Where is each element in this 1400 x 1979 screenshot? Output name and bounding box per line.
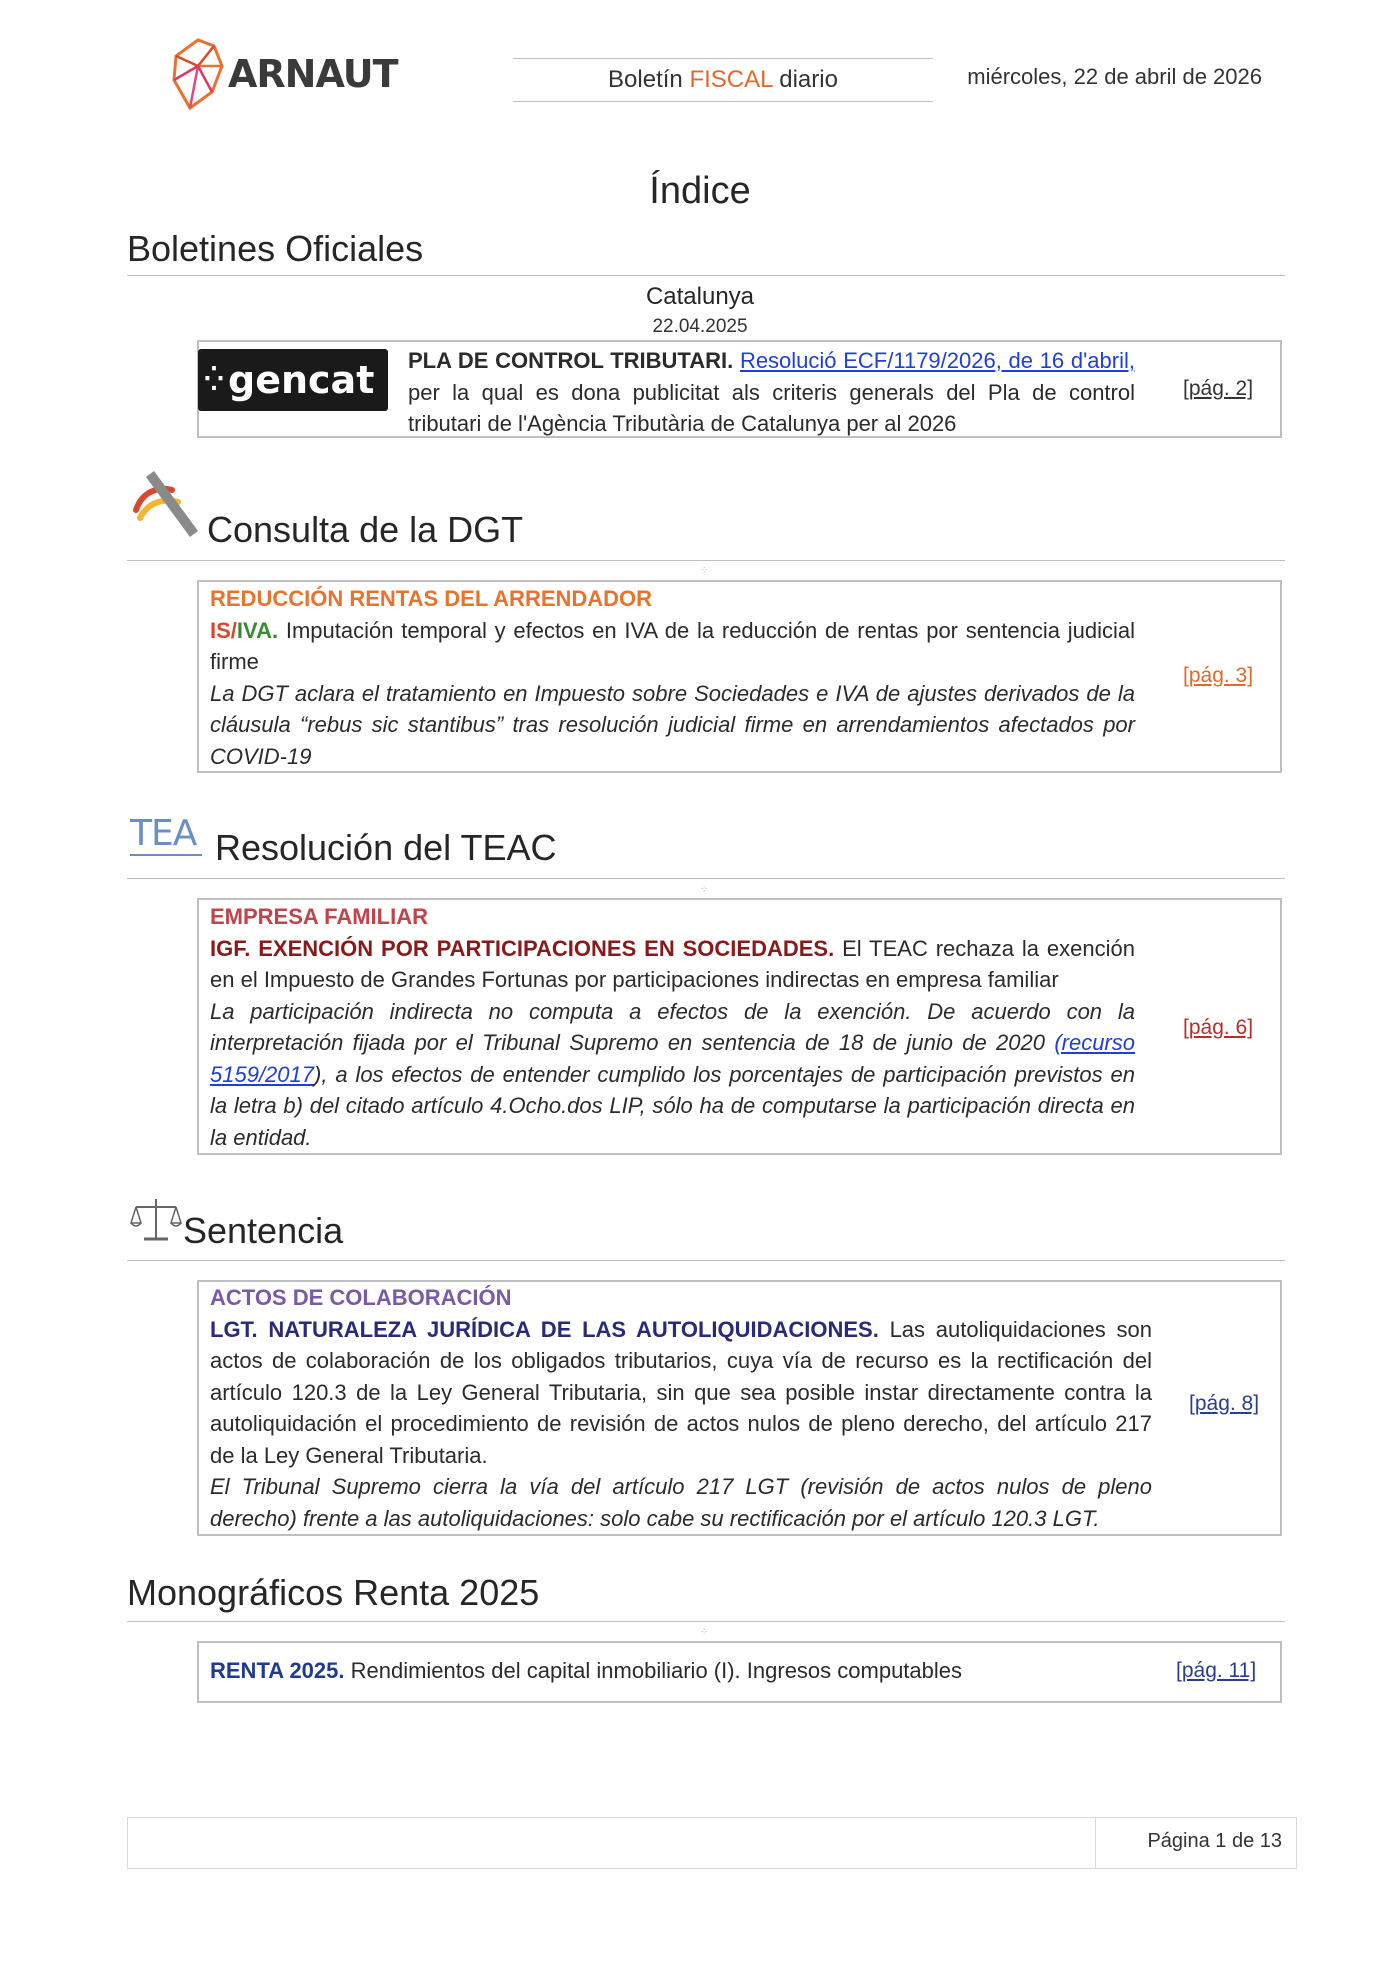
section-title-teac: Resolución del TEAC: [215, 827, 557, 868]
recurso-link[interactable]: (recurso 5159/2017: [210, 1030, 1135, 1087]
section-divider: [127, 878, 1285, 879]
page-link-11[interactable]: [pág. 11]: [1176, 1659, 1257, 1682]
section-divider: [127, 560, 1285, 561]
section-title-dgt: Consulta de la DGT: [207, 509, 524, 550]
entry-text-teac: EMPRESA FAMILIAR IGF. EXENCIÓN POR PARTICIPACIONES EN SOCIEDADES. El TEAC rechaza la exención en el Impuesto de Grandes Fortunas por participaciones indirectas en empresa familiar La participación indirecta no computa a efectos de la exención. De acuerdo con la interpretación fijada por el Tribunal Supremo en sentencia de 18 de junio de 2020 (recurso 5159/2017), a los efectos de entender cumplido los porcentajes de participación previstos en la letra b) del citado artículo 4.Ocho.dos LIP, sólo ha de computarse la participación directa en la entidad.: [210, 901, 1135, 1153]
separator-dot: ⁘: [700, 884, 709, 895]
category-label: EMPRESA FAMILIAR: [210, 904, 428, 929]
page-link-3[interactable]: [pág. 3]: [1183, 664, 1254, 687]
entry-text-gencat: PLA DE CONTROL TRIBUTARI. Resolució ECF/1179/2026, de 16 d'abril, per la qual es dona publicitat als criteris generals del Pla de control tributari de l'Agència Tributària de Catalunya per al 2026: [408, 348, 1135, 436]
section-divider: [127, 1621, 1285, 1622]
entry-text-renta: RENTA 2025. Rendimientos del capital inmobiliario (I). Ingresos computables: [210, 1658, 963, 1683]
region-heading: Catalunya: [645, 283, 755, 310]
category-label: REDUCCIÓN RENTAS DEL ARRENDADOR: [210, 586, 653, 611]
arnaut-logo: [168, 36, 398, 114]
section-title-sentencia: Sentencia: [183, 1210, 344, 1251]
entry-text-sentencia: ACTOS DE COLABORACIÓN LGT. NATURALEZA JURÍDICA DE LAS AUTOLIQUIDACIONES. Las autoliquidaciones son actos de colaboración de los obligados tributarios, cuya vía de recurso es la rectificación del artículo 120.3 de la Ley General Tributaria, sin que sea posible instar directamente contra la autoliquidación el procedimiento de revisión de actos nulos de pleno derecho, del artículo 217 de la Ley General Tributaria. El Tribunal Supremo cierra la vía del artículo 217 LGT (revisión de actos nulos de pleno derecho) frente a las autoliquidaciones: solo cabe su rectificación por el artículo 120.3 LGT.: [210, 1282, 1152, 1534]
index-title: Índice: [649, 170, 751, 212]
header-date: miércoles, 22 de abril de 2026: [967, 64, 1262, 89]
page-link-8[interactable]: [pág. 8]: [1189, 1392, 1260, 1415]
page-link-6[interactable]: [pág. 6]: [1183, 1016, 1254, 1039]
tea-logo-icon: TEA: [130, 812, 204, 856]
category-label: ACTOS DE COLABORACIÓN: [210, 1285, 512, 1310]
section-divider: [127, 275, 1285, 276]
page-number: Página 1 de 13: [1147, 1830, 1282, 1852]
page-link-2[interactable]: [pág. 2]: [1183, 377, 1254, 400]
separator-dot: ⁘: [700, 1627, 709, 1638]
region-date: 22.04.2025: [652, 316, 748, 337]
section-title-boletines: Boletines Oficiales: [127, 228, 424, 269]
gencat-logo: ⁛ gencat: [198, 349, 388, 411]
entry-text-dgt: REDUCCIÓN RENTAS DEL ARRENDADOR IS/IVA. Imputación temporal y efectos en IVA de la reducción de rentas por sentencia judicial firme La DGT aclara el tratamiento en Impuesto sobre Sociedades e IVA de ajustes derivados de la cláusula “rebus sic stantibus” tras resolución judicial firme en arrendamientos afectados por COVID-19: [210, 583, 1135, 772]
resolution-link[interactable]: Resolució ECF/1179/2026, de 16 d'abril,: [739, 348, 1135, 373]
separator-dot: ⁘: [700, 565, 709, 576]
aeat-logo-icon: [128, 468, 204, 546]
section-divider: [127, 1260, 1285, 1261]
publication-title: Boletín FISCAL diario: [513, 58, 933, 102]
gencat-dots-icon: ⁛: [204, 367, 222, 392]
arnaut-logo-icon: [168, 36, 228, 114]
footer-divider: [1095, 1818, 1096, 1868]
logo-text: ARNAUT: [228, 52, 398, 96]
page-footer: [127, 1817, 1297, 1869]
section-title-monograficos: Monográficos Renta 2025: [127, 1572, 540, 1613]
scales-icon: [130, 1195, 182, 1247]
